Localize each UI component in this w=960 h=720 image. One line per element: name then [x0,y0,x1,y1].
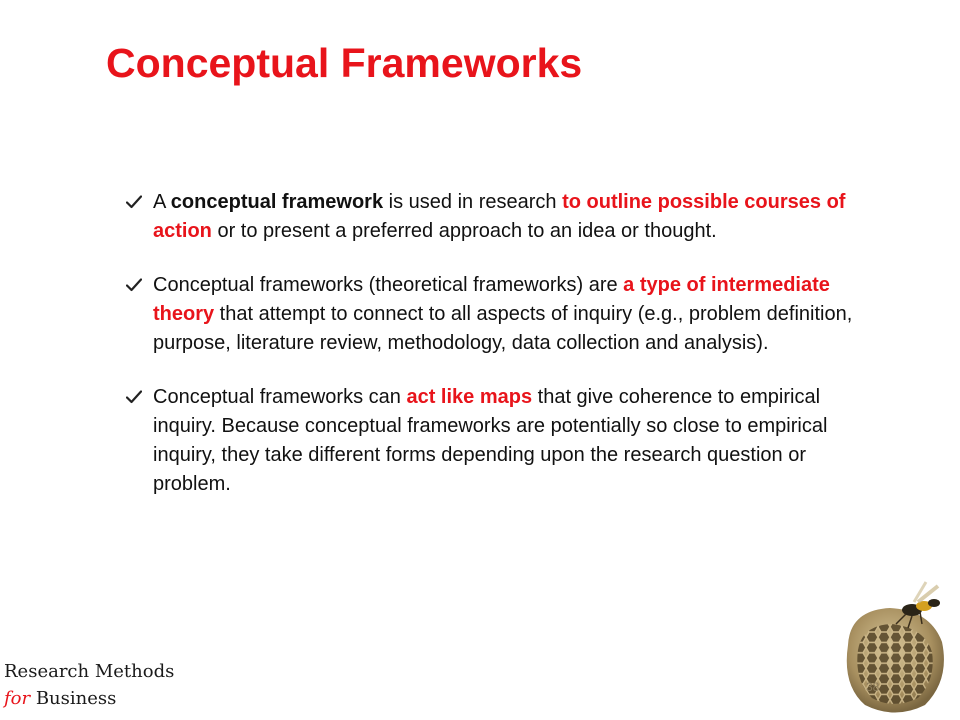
footer-brand-line-2 [4,685,174,712]
bullet-text-3-part-3: that give coherence to empirical inquiry. Because conceptual frameworks are potentially so close to empirical inquiry, they take different forms depending upon the research question or problem. [153,386,828,495]
footer-brand-for: for [4,688,31,709]
bullet-text-2-part-3: that attempt to connect to all aspects of inquiry (e.g., problem definition, purpose, literature review, methodology, data collection and analysis). [153,303,853,354]
bullet-highlight-2: a type of intermediate theory [153,274,830,325]
slide-title: Conceptual Frameworks [106,40,583,86]
bullet-text-1-part-5: or to present a preferred approach to an idea or thought. [211,220,717,242]
bullet-item-3 [126,383,866,499]
bullet-list [126,188,866,524]
footer-brand-business: Business [30,688,117,709]
bullet-highlight-3: act like maps [406,386,533,408]
check-icon [126,278,142,292]
wasp-nest-image [830,580,960,720]
page-number: 38 [866,680,880,694]
bullet-text-2-part-1: Conceptual frameworks (theoretical frameworks) are [153,274,624,296]
footer-brand [4,658,174,712]
check-icon [126,390,142,404]
bullet-item-1 [126,188,866,246]
bullet-text-1-part-1: A [153,191,171,213]
footer-brand-line-1: Research Methods [4,661,175,682]
bullet-term-conceptual-framework: conceptual framework [170,191,384,213]
bullet-highlight-1: to outline possible courses of action [153,191,846,242]
bullet-item-2 [126,271,866,358]
bullet-text-3-part-1: Conceptual frameworks can [153,386,407,408]
bullet-text-1-part-3: is used in research [383,191,563,213]
check-icon [126,195,142,209]
